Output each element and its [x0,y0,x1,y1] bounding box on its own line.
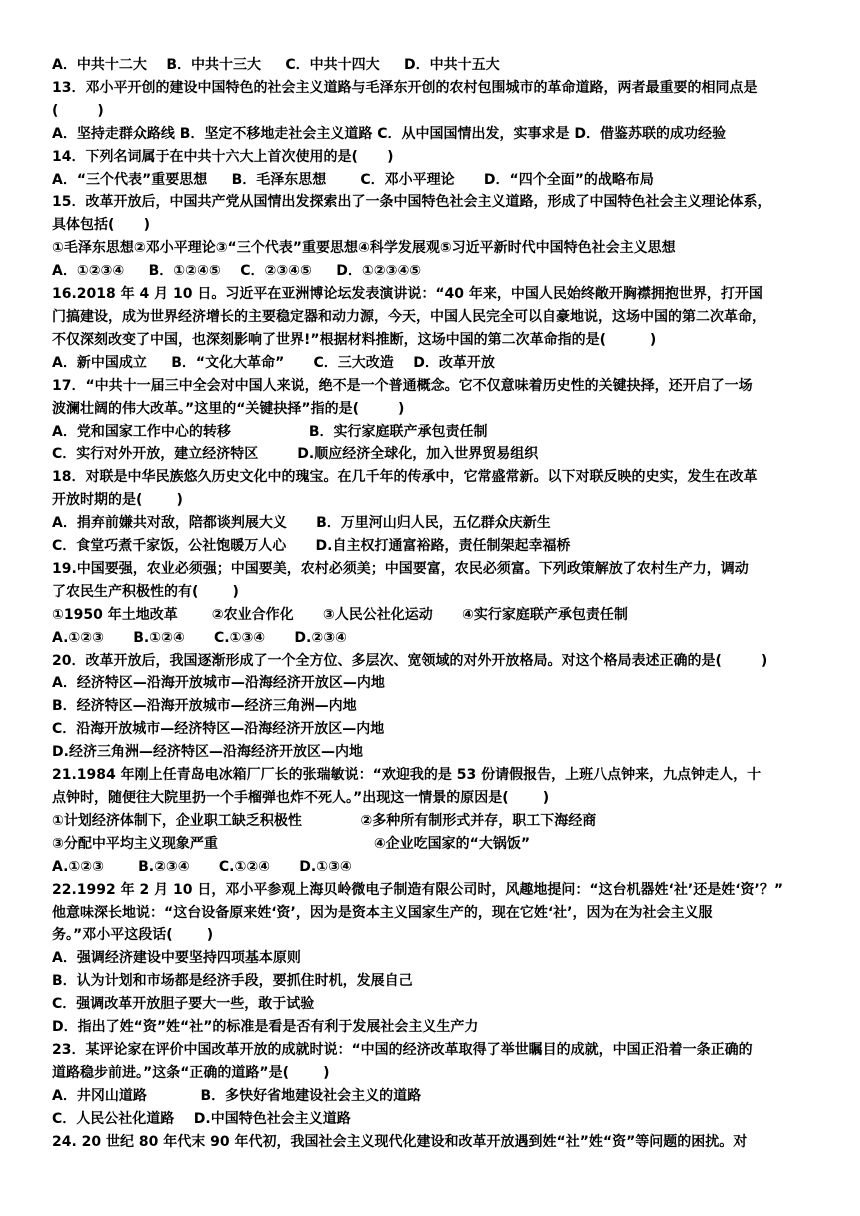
text-line-29: B．经济特区—沿海开放城市—经济三角洲—内地 [52,698,357,715]
text-line-22: C．食堂巧煮千家饭，公社饱暖万人心 D.自主权打通富裕路，责任制架起幸福桥 [52,538,571,555]
text-line-26: A.①②③ B.①②④ C.①③④ D.②③④ [52,629,347,646]
text-line-3: ( ) [52,102,104,119]
text-line-28: A．经济特区—沿海开放城市—沿海经济开放区—内地 [52,675,385,692]
text-line-19: 18．对联是中华民族悠久历史文化中的瑰宝。在几千年的传承中，它常盛常新。以下对联反映的史实，发生在改革 [52,469,758,486]
text-line-34: ①计划经济体制下，企业职工缺乏积极性 ②多种所有制形式并存，职工下海经商 [52,812,597,829]
text-line-4: A．坚持走群众路线 B．坚定不移地走社会主义道路 C．从中国国情出发，实事求是 D．借鉴苏联的成功经验 [52,125,727,142]
text-line-1: A．中共十二大 B．中共十三大 C．中共十四大 D．中共十五大 [52,57,500,73]
text-line-37: 22.1992 年 2 月 10 日，邓小平参观上海贝岭微电子制造有限公司时，风趣地提问：“这台机器姓‘社’还是姓‘资’？” [52,881,784,898]
text-line-38: 他意味深长地说：“这台设备原来姓‘资’，因为是资本主义国家生产的，现在它姓‘社’，因为在为社会主义服 [52,904,713,921]
text-line-17: A．党和国家工作中心的转移 B．实行家庭联产承包责任制 [52,423,488,440]
text-line-21: A．捐弃前嫌共对敌，陪都谈判展大义 B．万里河山归人民，五亿群众庆新生 [52,515,551,532]
text-line-12: 门搞建设，成为世界经济增长的主要稳定器和动力源，今天，中国人民完全可以自豪地说，这场中国的第二次革命， [52,308,766,325]
text-line-14: A．新中国成立 B．“文化大革命” C．三大改造 D．改革开放 [52,354,495,371]
text-line-27: 20．改革开放后，我国逐渐形成了一个全方位、多层次、宽领域的对外开放格局。对这个格局表述正确的是( ) [52,652,768,669]
text-line-45: 道路稳步前进。”这条“正确的道路”是( ) [52,1064,330,1081]
text-line-32: 21.1984 年刚上任青岛电冰箱厂厂长的张瑞敏说：“欢迎我的是 53 份请假报告，上班八点钟来，九点钟走人，十 [52,767,762,784]
text-line-10: A．①②③④ B．①②④⑤ C．②③④⑤ D．①②③④⑤ [52,263,422,280]
text-line-7: 15．改革开放后，中国共产党从国情出发探索出了一条中国特色社会主义道路，形成了中国特色社会主义理论体系， [52,194,772,211]
text-line-42: C．强调改革开放胆子要大一些，敢于试验 [52,996,315,1013]
text-line-46: A．井冈山道路 B．多快好省地建设社会主义的道路 [52,1087,422,1104]
text-line-5: 14．下列名词属于在中共十六大上首次使用的是( ) [52,148,394,165]
text-line-13: 不仅深刻改变了中国，也深刻影响了世界!”根据材料推断，这场中国的第二次革命指的是( ) [52,331,657,348]
text-line-8: 具体包括( ) [52,217,151,234]
text-line-30: C．沿海开放城市—经济特区—沿海经济开放区—内地 [52,721,385,738]
text-line-48: 24. 20 世纪 80 年代末 90 年代初，我国社会主义现代化建设和改革开放遇到姓“社”姓“资”等问题的困扰。对 [52,1133,748,1150]
text-line-40: A．强调经济建设中要坚持四项基本原则 [52,950,301,967]
text-line-20: 开放时期的是( ) [52,492,183,509]
text-line-41: B．认为计划和市场都是经济手段，要抓住时机，发展自己 [52,973,413,990]
text-line-44: 23．某评论家在评价中国改革开放的成就时说：“中国的经济改革取得了举世瞩目的成就，中国正沿着一条正确的 [52,1041,753,1058]
text-line-15: 17．“中共十一届三中全会对中国人来说，绝不是一个普通概念。它不仅意味着历史性的关键抉择，还开启了一场 [52,377,753,394]
text-line-23: 19.中国要强，农业必须强；中国要美，农村必须美；中国要富，农民必须富。下列政策解放了农村生产力，调动 [52,560,749,577]
text-line-47: C．人民公社化道路 D.中国特色社会主义道路 [52,1110,351,1127]
text-line-16: 波澜壮阔的伟大改革。”这里的“关键抉择”指的是( ) [52,400,405,417]
text-line-2: 13．邓小平开创的建设中国特色的社会主义道路与毛泽东开创的农村包围城市的革命道路，两者最重要的相同点是 [52,79,758,96]
text-line-11: 16.2018 年 4 月 10 日。习近平在亚洲博论坛发表演讲说：“40 年来，中国人民始终敞开胸襟拥抱世界，打开国 [52,286,763,303]
text-line-39: 务。”邓小平这段话( ) [52,927,214,944]
text-line-36: A.①②③ B.②③④ C.①②④ D.①③④ [52,858,352,875]
text-line-25: ①1950 年土地改革 ②农业合作化 ③人民公社化运动 ④实行家庭联产承包责任制 [52,606,628,623]
text-line-35: ③分配中平均主义现象严重 ④企业吃国家的“大锅饭” [52,835,531,852]
text-line-33: 点钟时，随便往大院里扔一个手榴弹也炸不死人。”出现这一情景的原因是( ) [52,790,550,806]
text-line-31: D.经济三角洲—经济特区—沿海经济开放区—内地 [52,744,363,761]
text-line-9: ①毛泽东思想②邓小平理论③“三个代表”重要思想④科学发展观⑤习近平新时代中国特色社会主义思想 [52,240,676,257]
text-line-24: 了农民生产积极性的有( ) [52,583,239,600]
text-line-6: A．“三个代表”重要思想 B．毛泽东思想 C．邓小平理论 D．“四个全面”的战略布局 [52,171,654,188]
text-line-18: C．实行对外开放，建立经济特区 D.顺应经济全球化，加入世界贸易组织 [52,446,539,463]
text-line-43: D．指出了姓“资”姓“社”的标准是看是否有利于发展社会主义生产力 [52,1019,479,1036]
